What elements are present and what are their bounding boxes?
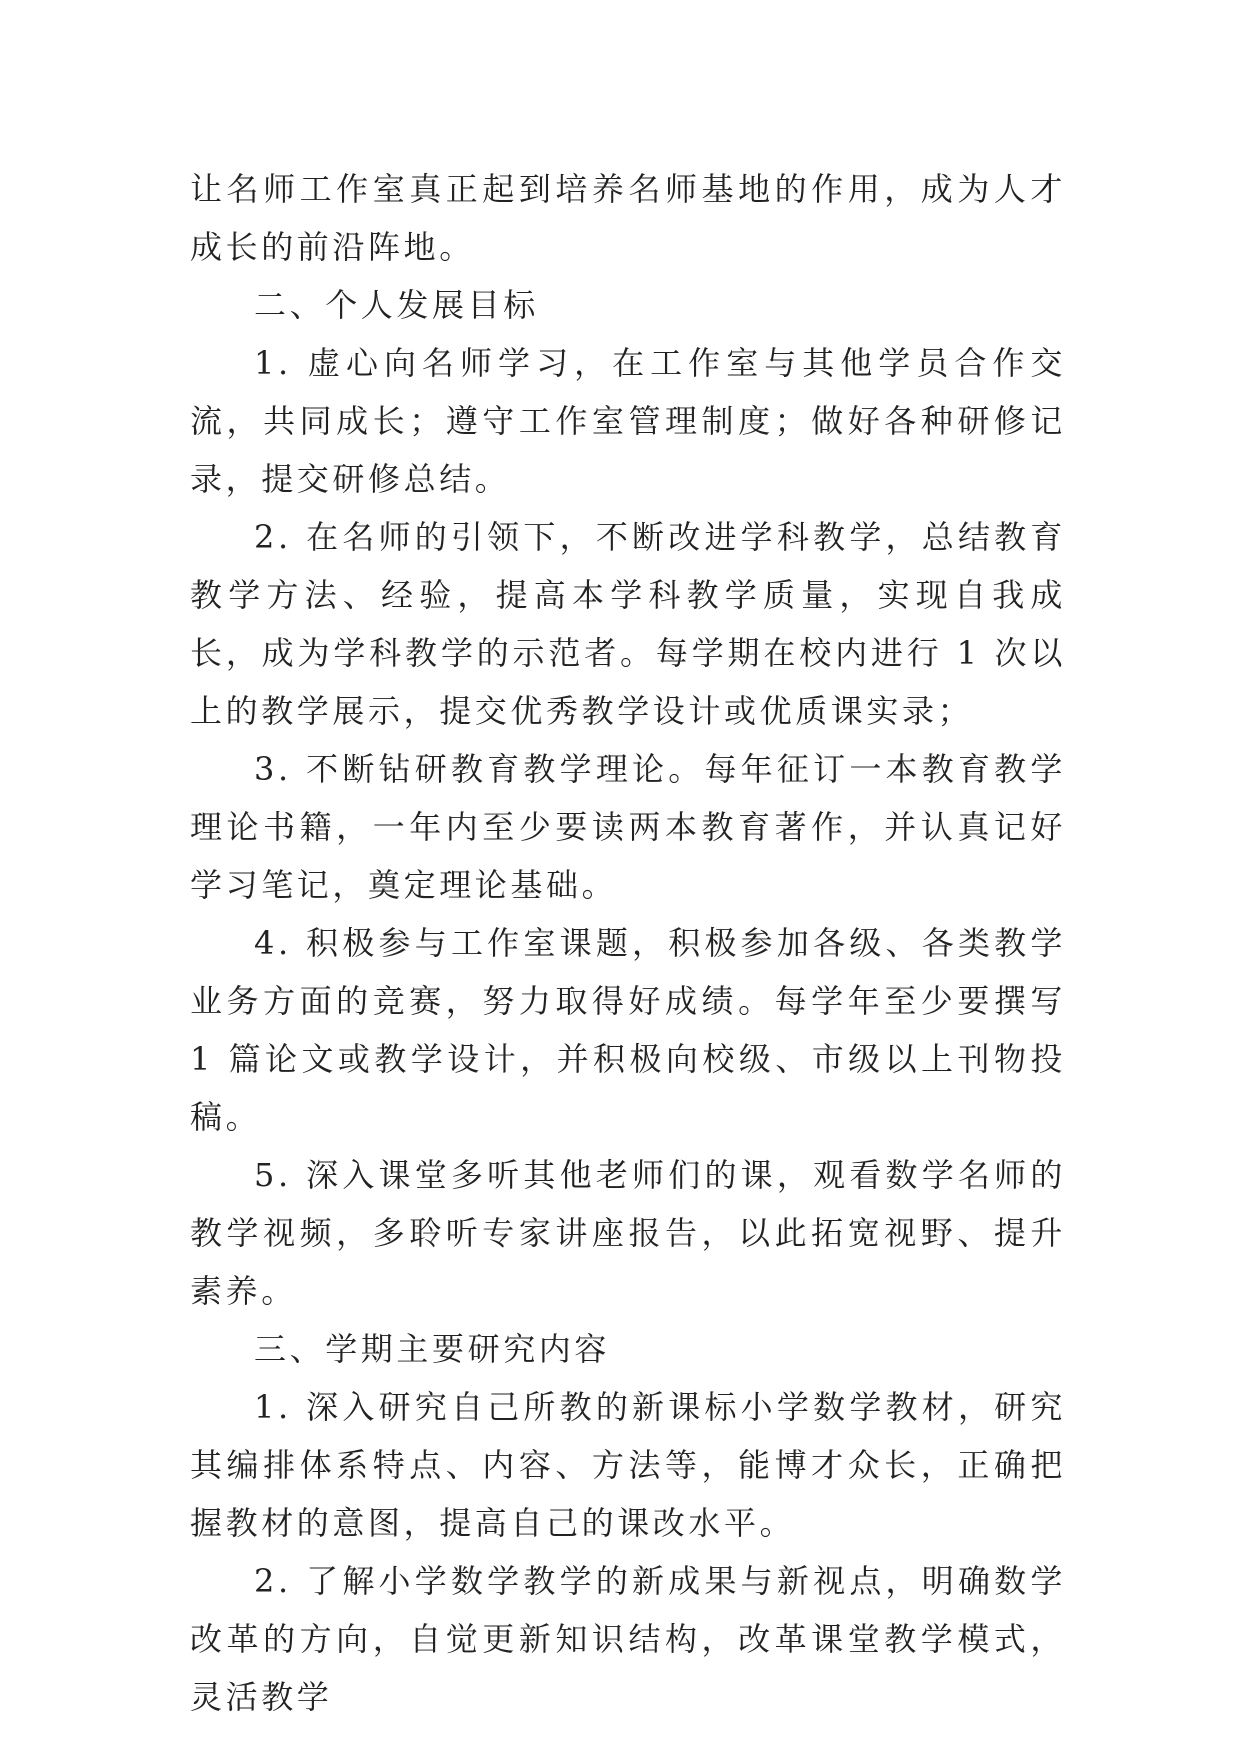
section-heading-personal-goals: 二、个人发展目标 bbox=[254, 286, 539, 324]
goal-item-4: 4. 积极参与工作室课题，积极参加各级、各类教学业务方面的竞赛，努力取得好成绩。每学年至少要撰写 1 篇论文或教学设计，并积极向校级、市级以上刊物投稿。 bbox=[190, 924, 1066, 1136]
goal-item-3: 3. 不断钻研教育教学理论。每年征订一本教育教学理论书籍，一年内至少要读两本教育著作，并认真记好学习笔记，奠定理论基础。 bbox=[190, 750, 1066, 904]
section-heading-research-content: 三、学期主要研究内容 bbox=[254, 1330, 611, 1368]
research-item-2: 2. 了解小学数学教学的新成果与新视点，明确数学改革的方向，自觉更新知识结构，改革课堂教学模式，灵活教学 bbox=[190, 1562, 1066, 1716]
research-item-1: 1. 深入研究自己所教的新课标小学数学教材，研究其编排体系特点、内容、方法等，能博才众长，正确把握教材的意图，提高自己的课改水平。 bbox=[190, 1388, 1066, 1542]
document-page bbox=[190, 160, 1066, 1726]
goal-item-5: 5. 深入课堂多听其他老师们的课，观看数学名师的教学视频，多聆听专家讲座报告，以此拓宽视野、提升素养。 bbox=[190, 1156, 1066, 1310]
goal-item-2: 2. 在名师的引领下，不断改进学科教学，总结教育教学方法、经验，提高本学科教学质量，实现自我成长，成为学科教学的示范者。每学期在校内进行 1 次以上的教学展示，提交优秀教学设计或优质课实录； bbox=[190, 518, 1066, 730]
paragraph-intro-continuation: 让名师工作室真正起到培养名师基地的作用，成为人才成长的前沿阵地。 bbox=[190, 170, 1066, 266]
goal-item-1: 1. 虚心向名师学习，在工作室与其他学员合作交流，共同成长；遵守工作室管理制度；做好各种研修记录，提交研修总结。 bbox=[190, 344, 1066, 498]
